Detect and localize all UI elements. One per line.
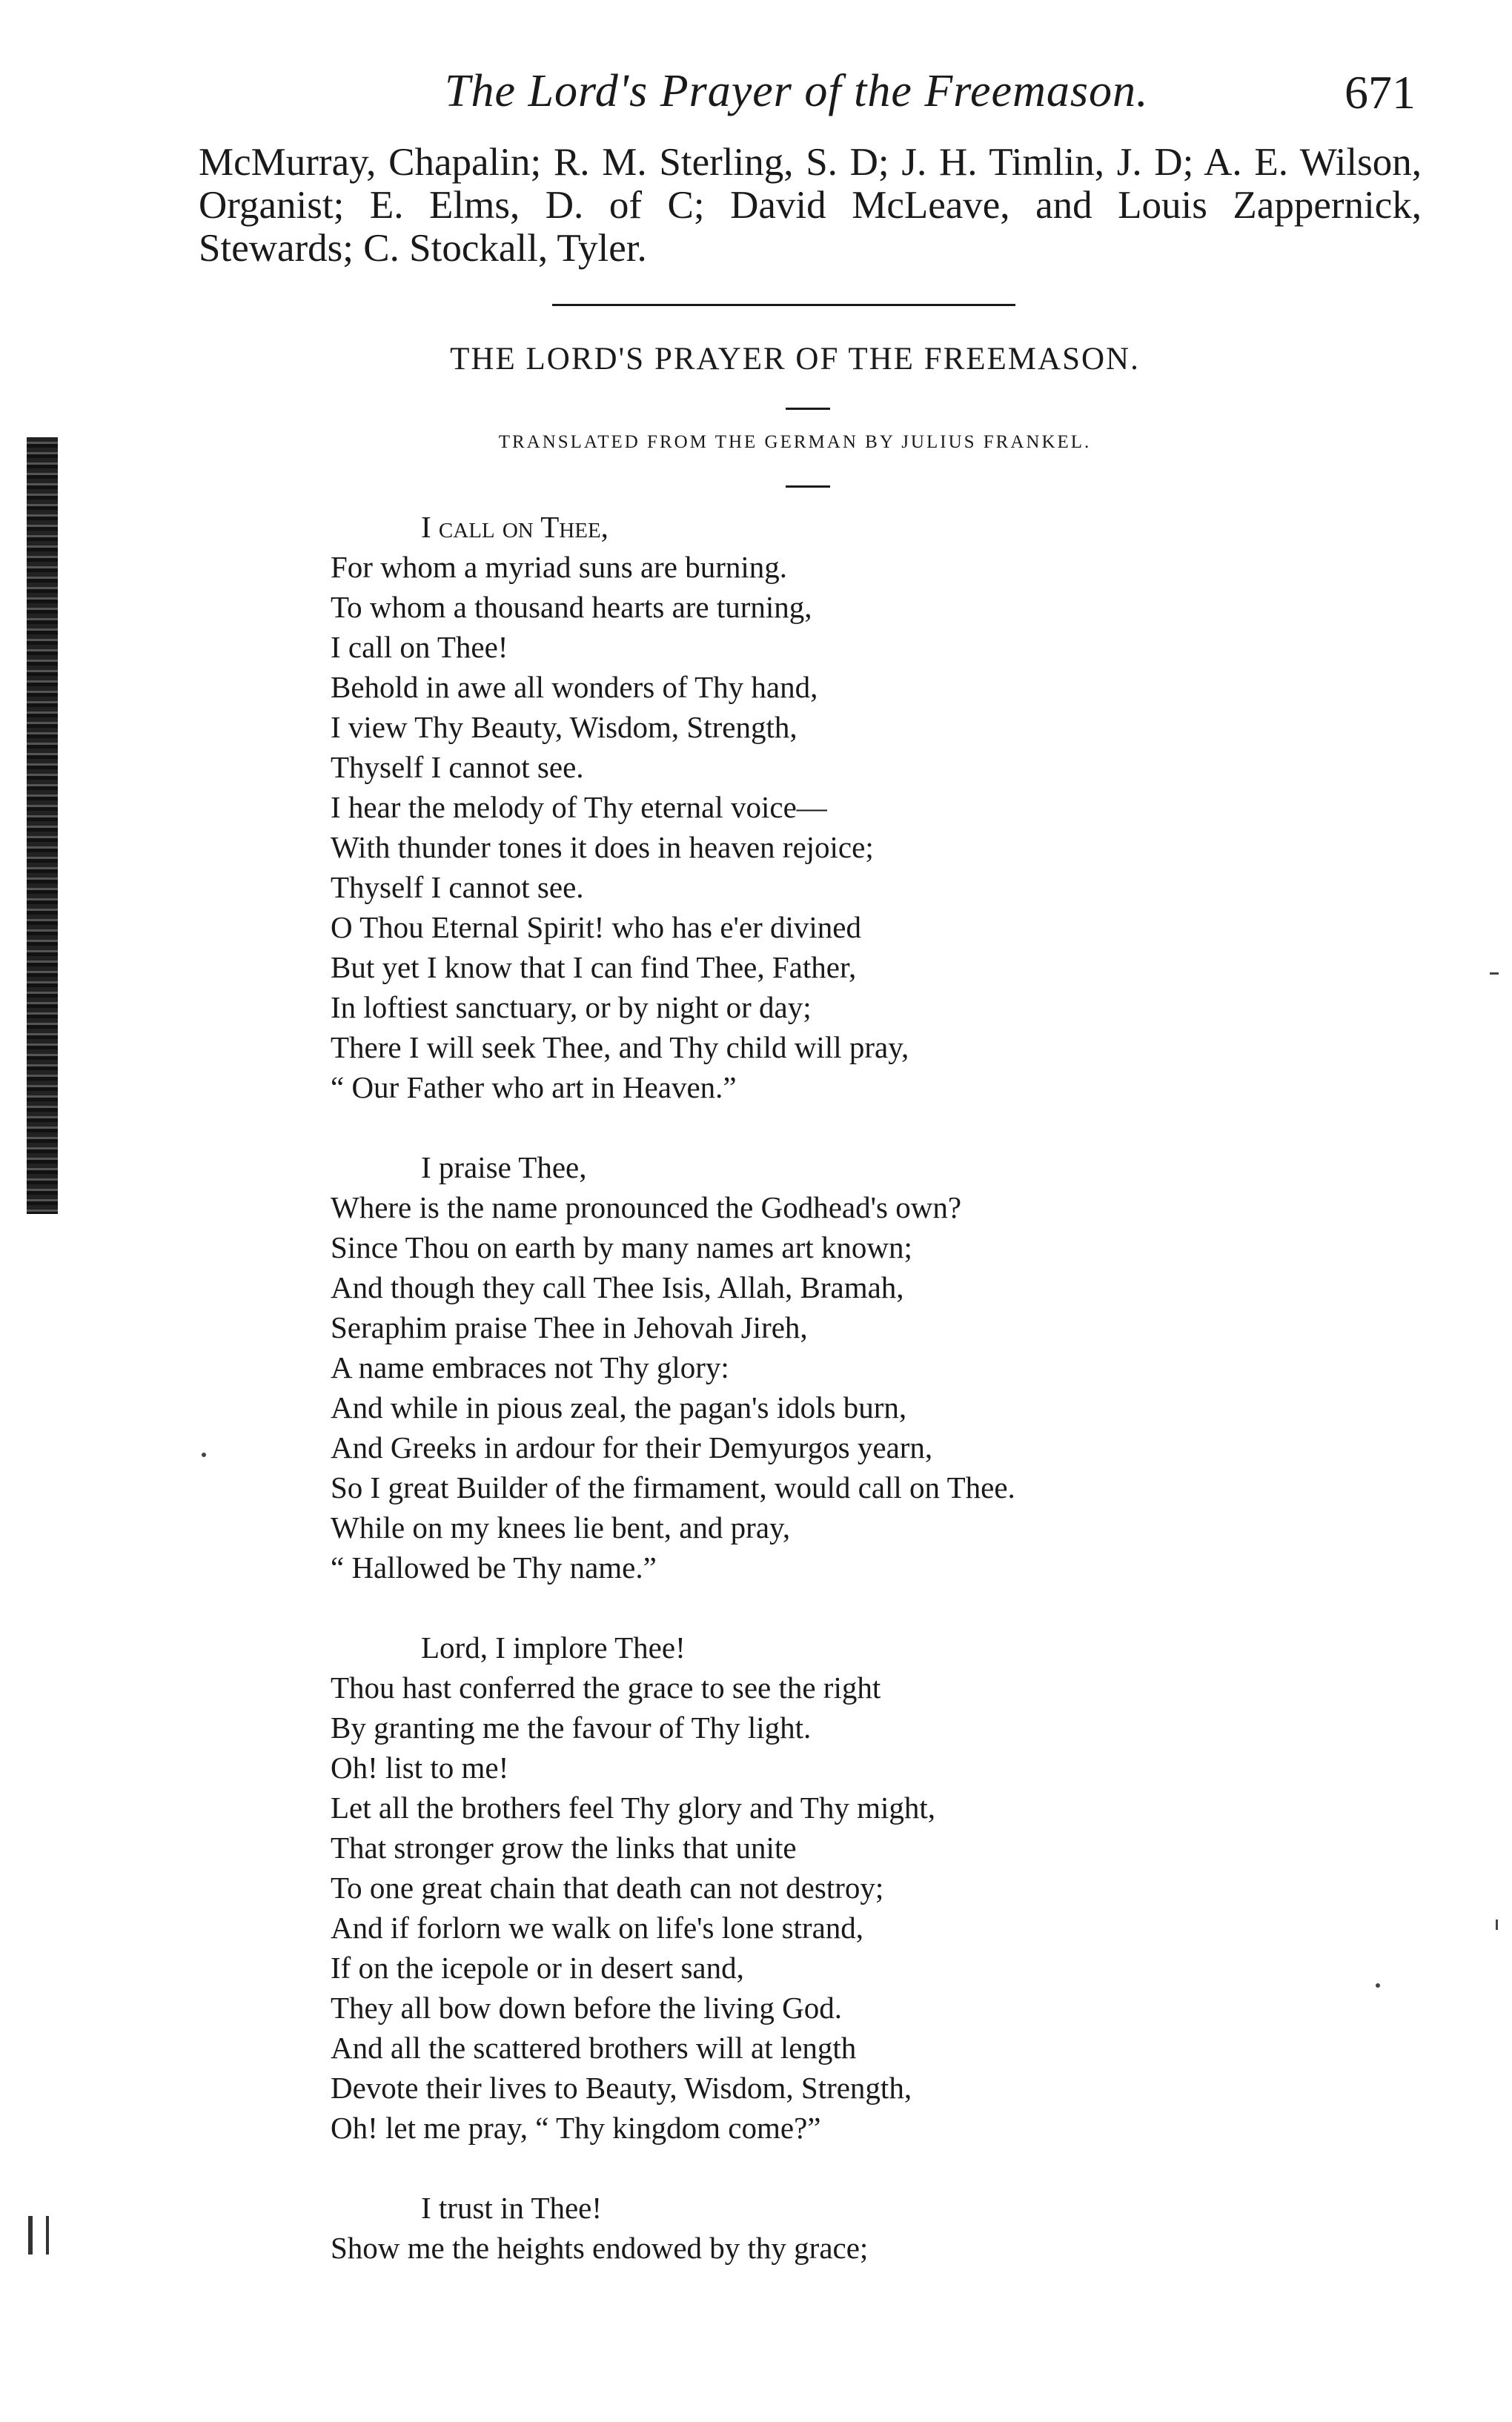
verse-line: I praise Thee, (421, 1150, 587, 1184)
page-number: 671 (1344, 66, 1416, 119)
verse-line: Behold in awe all wonders of Thy hand, (331, 670, 818, 704)
verse-line: That stronger grow the links that unite (331, 1831, 797, 1865)
verse-line: Devote their lives to Beauty, Wisdom, Strength, (331, 2071, 912, 2105)
verse-line: And while in pious zeal, the pagan's idols burn, (331, 1390, 907, 1424)
stanza-3 (331, 1628, 1220, 2148)
stanza-2 (331, 1147, 1220, 1587)
verse-line: For whom a myriad suns are burning. (331, 550, 788, 584)
translator-credit: TRANSLATED FROM THE GERMAN BY JULIUS FRANKEL. (498, 432, 1092, 452)
verse-line: I view Thy Beauty, Wisdom, Strength, (331, 710, 798, 744)
verse-line: Oh! let me pray, “ Thy kingdom come?” (331, 2111, 821, 2145)
verse-line: Lord, I implore Thee! (421, 1630, 686, 1665)
ink-speck (1376, 1983, 1380, 1988)
verse-line: I hear the melody of Thy eternal voice— (331, 790, 827, 824)
verse-line: In loftiest sanctuary, or by night or day; (331, 990, 812, 1024)
verse-line: And though they call Thee Isis, Allah, Bramah, (331, 1270, 904, 1304)
verse-line: Let all the brothers feel Thy glory and Thy might, (331, 1791, 936, 1825)
verse-line: A name embraces not Thy glory: (331, 1350, 729, 1384)
intro-paragraph: McMurray, Chapalin; R. M. Sterling, S. D; J. H. Timlin, J. D; A. E. Wilson, Organist; E. Elms, D. of C; David McLeave, and Louis Zappernick, Stewards; C. Stockall, Tyler. (199, 141, 1422, 270)
stanza-4 (331, 2188, 1220, 2268)
verse-line: Thyself I cannot see. (331, 750, 584, 784)
poem-title: THE LORD'S PRAYER OF THE FREEMASON. (450, 342, 1140, 376)
verse-line: Seraphim praise Thee in Jehovah Jireh, (331, 1310, 808, 1344)
verse-line: “ Hallowed be Thy name.” (331, 1550, 657, 1585)
ink-speck (1496, 1920, 1498, 1930)
verse-line: To whom a thousand hearts are turning, (331, 590, 812, 624)
ink-speck (202, 1453, 206, 1457)
verse-line: And Greeks in ardour for their Demyurgos yearn, (331, 1430, 933, 1464)
verse-line: So I great Builder of the firmament, would call on Thee. (331, 1470, 1015, 1504)
verse-line: With thunder tones it does in heaven rejoice; (331, 830, 874, 864)
verse-line: Show me the heights endowed by thy grace; (331, 2231, 869, 2265)
margin-mark (28, 2216, 49, 2255)
verse-line: By granting me the favour of Thy light. (331, 1711, 812, 1745)
verse-line: I trust in Thee! (421, 2191, 603, 2225)
binding-edge-mark (27, 437, 58, 1214)
verse-line: And all the scattered brothers will at length (331, 2031, 857, 2065)
verse-line: I call on Thee! (331, 630, 508, 664)
verse-line: And if forlorn we walk on life's lone strand, (331, 1911, 864, 1945)
ink-speck (1490, 972, 1499, 975)
running-title: The Lord's Prayer of the Freemason. (445, 66, 1149, 116)
stanza-1 (331, 507, 1220, 1107)
verse-line: They all bow down before the living God. (331, 1991, 843, 2025)
verse-line: But yet I know that I can find Thee, Father, (331, 950, 857, 984)
page-header (445, 65, 1416, 125)
verse-line: Since Thou on earth by many names art known; (331, 1230, 912, 1264)
translator-dash (786, 485, 830, 488)
verse-line: While on my knees lie bent, and pray, (331, 1510, 791, 1545)
verse-line: Oh! list to me! (331, 1751, 509, 1785)
verse-line: “ Our Father who art in Heaven.” (331, 1070, 737, 1104)
verse-line: If on the icepole or in desert sand, (331, 1951, 744, 1985)
verse-line: There I will seek Thee, and Thy child will pray, (331, 1030, 909, 1064)
poem-body (331, 507, 1220, 2308)
verse-line: O Thou Eternal Spirit! who has e'er divined (331, 910, 861, 944)
verse-line: To one great chain that death can not destroy; (331, 1871, 884, 1905)
section-divider (552, 304, 1015, 306)
verse-line: Thou hast conferred the grace to see the right (331, 1670, 881, 1705)
verse-line: I call on Thee, (421, 510, 609, 544)
verse-line: Where is the name pronounced the Godhead's own? (331, 1190, 962, 1224)
verse-line: Thyself I cannot see. (331, 870, 584, 904)
title-dash (786, 408, 830, 410)
